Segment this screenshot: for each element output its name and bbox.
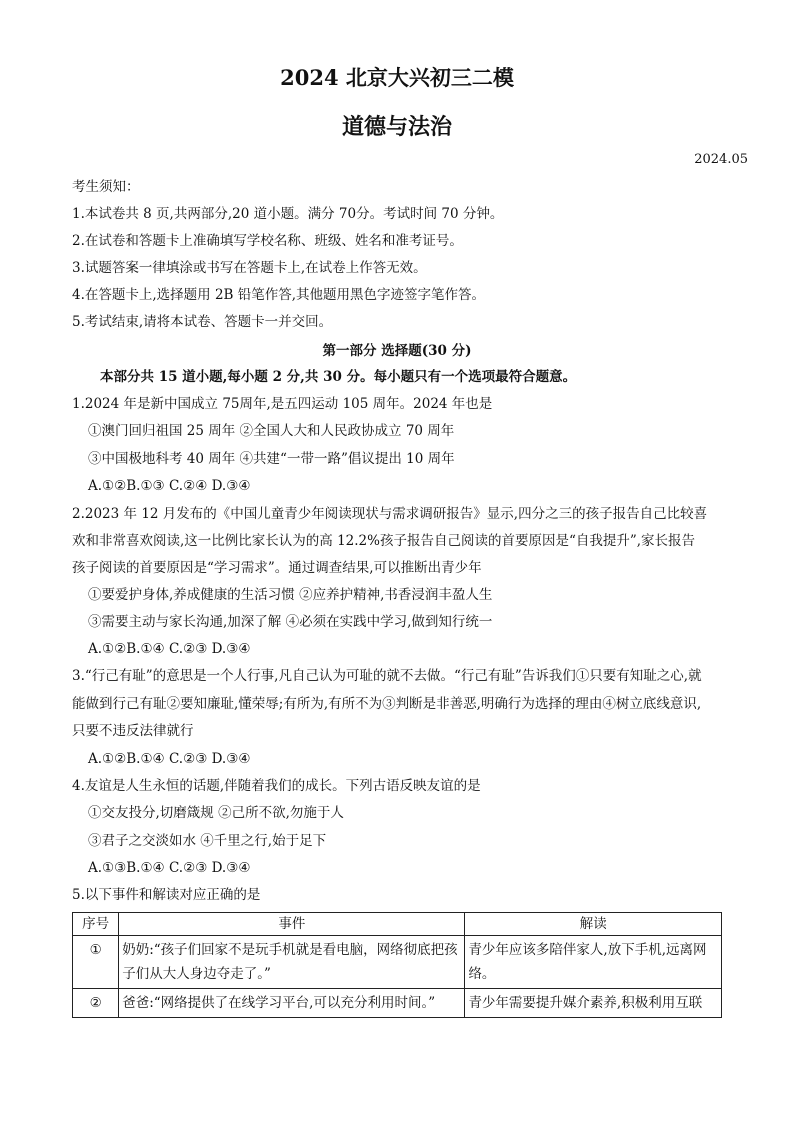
notice-item-4: 4.在答题卡上,选择题用 2B 铅笔作答,其他题用黑色字迹签字笔作答。 [72,287,486,303]
section-instruction: 本部分共 15 道小题,每小题 2 分,共 30 分。每小题只有一个选项最符合题意。 [100,369,577,385]
q2-stem-3: 孩子阅读的首要原因是“学习需求”。通过调查结果,可以推断出青少年 [72,560,482,576]
notice-item-5: 5.考试结束,请将本试卷、答题卡一并交回。 [72,314,333,330]
row-event: 奶奶:“孩子们回家不是玩手机就是看电脑，网络彻底把孩子们从大人身边夺走了。” [119,936,465,989]
row-event: 爸爸:“网络提供了在线学习平台,可以充分利用时间。” [119,989,465,1018]
q2-stem-1: 2.2023 年 12 月发布的《中国儿童青少年阅读现状与需求调研报告》显示,四分之三的孩子报告自己比较喜 [72,506,708,522]
table-header-reading: 解读 [465,913,722,936]
notice-heading: 考生须知： [72,179,140,195]
q2-choices: A.①②B.①④ C.②③ D.③④ [88,641,251,657]
q4-stem: 4.友谊是人生永恒的话题,伴随着我们的成长。下列古语反映友谊的是 [72,778,481,794]
q3-stem-2: 能做到行己有耻②要知廉耻,懂荣辱;有所为,有所不为③判断是非善恶,明确行为选择的理由④树立底线意识, [72,696,702,712]
q2-stem-2: 欢和非常喜欢阅读,这一比例比家长认为的高 12.2%孩子报告自己阅读的首要原因是“自我提升”,家长报告 [72,533,696,549]
row-number: ② [73,989,119,1018]
table-header-no: 序号 [73,913,119,936]
section-title: 第一部分 选择题(30 分) [322,343,472,359]
row-reading: 青少年应该多陪伴家人,放下手机,远离网络。 [465,936,722,989]
q2-options-2: ③需要主动与家长沟通,加深了解 ④必须在实践中学习,做到知行统一 [88,614,493,630]
row-reading: 青少年需要提升媒介素养,积极利用互联 [468,995,703,1011]
notice-item-3: 3.试题答案一律填涂或书写在答题卡上,在试卷上作答无效。 [72,260,427,276]
q4-options-2: ③君子之交淡如水 ④千里之行,始于足下 [88,833,327,849]
q4-choices: A.①③B.①④ C.②③ D.③④ [88,860,251,876]
exam-title: 2024 北京大兴初三二模 [280,65,514,90]
q3-stem-1: 3.“行己有耻”的意思是一个人行事,凡自己认为可耻的就不去做。“行己有耻”告诉我们①只要有知耻之心,就 [72,668,702,684]
notice-item-1: 1.本试卷共 8 页,共两部分,20 道小题。满分 70分。考试时间 70 分钟。 [72,206,504,222]
q3-choices: A.①②B.①④ C.②③ D.③④ [88,751,251,767]
table-header-row [73,913,722,936]
q1-options-2: ③中国极地科考 40 周年 ④共建“一带一路”倡议提出 10 周年 [88,451,455,467]
q5-table [72,912,722,1018]
q3-stem-3: 只要不违反法律就行 [72,723,194,739]
table-row [73,989,722,1018]
q1-choices: A.①②B.①③ C.②④ D.③④ [88,478,251,494]
subject-title: 道德与法治 [341,114,452,140]
row-number: ① [73,936,119,989]
row-reading-cell [465,989,722,1018]
q5-stem: 5.以下事件和解读对应正确的是 [72,887,261,903]
q4-options-1: ①交友投分,切磨箴规 ②己所不欲,勿施于人 [88,805,344,821]
table-header-event: 事件 [119,913,465,936]
notice-item-2: 2.在试卷和答题卡上准确填写学校名称、班级、姓名和准考证号。 [72,233,463,249]
exam-date: 2024.05 [694,152,748,167]
table-row [73,936,722,989]
q2-options-1: ①要爱护身体,养成健康的生活习惯 ②应养护精神,书香浸润丰盈人生 [88,587,493,603]
q1-stem: 1.2024 年是新中国成立 75周年,是五四运动 105 周年。2024 年也是 [72,396,493,412]
q1-options-1: ①澳门回归祖国 25 周年 ②全国人大和人民政协成立 70 周年 [88,423,455,439]
